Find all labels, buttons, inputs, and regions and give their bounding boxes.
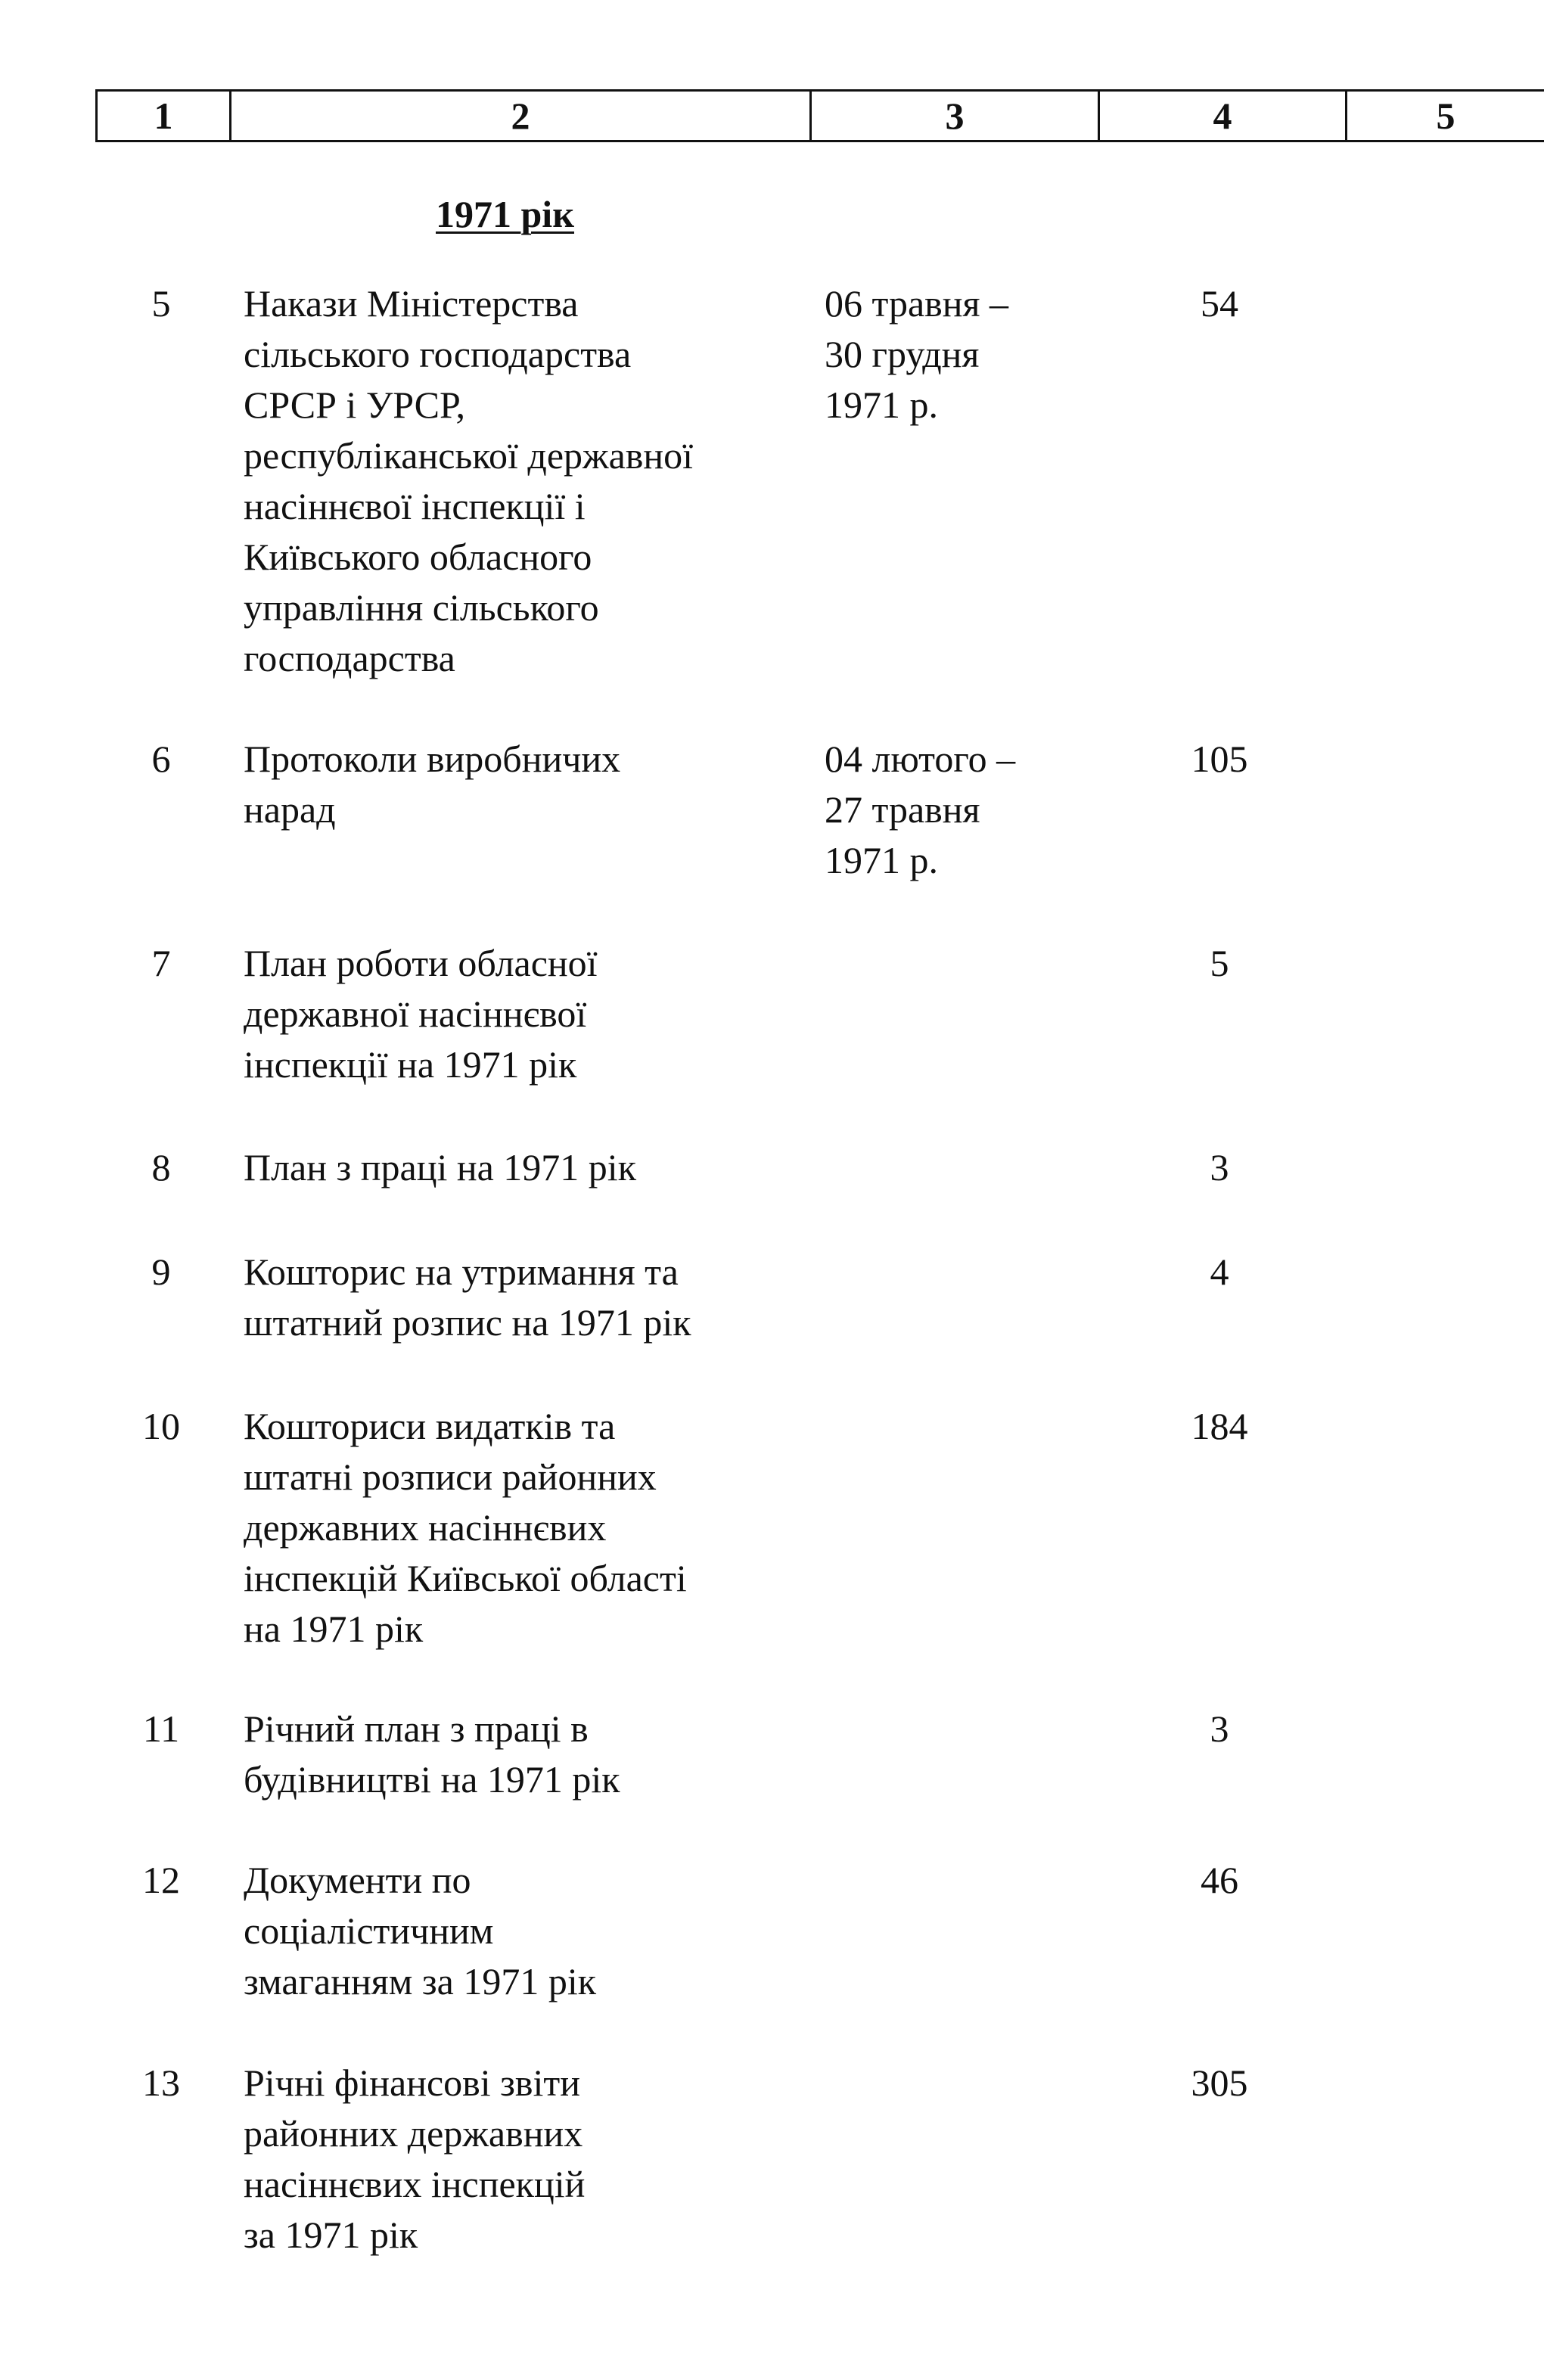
row-number: 13	[142, 2062, 180, 2104]
row-number: 9	[151, 1251, 171, 1293]
row-number: 11	[142, 1707, 180, 1750]
row-number: 10	[142, 1405, 180, 1447]
row-title: Протоколи виробничих нарад	[244, 738, 621, 831]
row-sheet-count: 5	[1210, 942, 1229, 984]
row-number: 7	[151, 942, 171, 984]
row-number: 8	[151, 1146, 171, 1188]
row-title: Накази Міністерства сільського господарства СРСР і УРСР, республіканської державної насіннєвої інспекції і Київського обласного управління сільського господарства	[244, 282, 694, 679]
row-dates: 06 травня – 30 грудня 1971 р.	[825, 282, 1009, 426]
row-sheet-count: 46	[1201, 1859, 1238, 1901]
row-title: Річний план з праці в будівництві на 1971 рік	[244, 1707, 620, 1801]
row-title: Документи по соціалістичним змаганням за 1971 рік	[244, 1859, 597, 2002]
row-title: План роботи обласної державної насіннєвої інспекції на 1971 рік	[244, 942, 598, 1086]
row-sheet-count: 54	[1201, 282, 1238, 325]
row-number: 12	[142, 1859, 180, 1901]
row-number: 5	[151, 282, 171, 325]
row-sheet-count: 3	[1210, 1707, 1229, 1750]
column-number-header	[95, 89, 1544, 142]
column-number-4: 4	[1213, 95, 1232, 137]
row-title: Кошториси видатків та штатні розписи районних державних насіннєвих інспекцій Київської області на 1971 рік	[244, 1405, 687, 1650]
row-number: 6	[151, 738, 171, 780]
column-number-2: 2	[511, 95, 530, 137]
row-title: Річні фінансові звіти районних державних насіннєвих інспекцій за 1971 рік	[244, 2062, 586, 2256]
row-sheet-count: 305	[1191, 2062, 1248, 2104]
row-title: План з праці на 1971 рік	[244, 1146, 636, 1188]
column-number-5: 5	[1436, 95, 1455, 137]
row-sheet-count: 105	[1191, 738, 1248, 780]
column-number-1: 1	[154, 95, 173, 137]
row-title: Кошторис на утримання та штатний розпис на 1971 рік	[244, 1251, 691, 1344]
row-sheet-count: 184	[1191, 1405, 1248, 1447]
row-sheet-count: 3	[1210, 1146, 1229, 1188]
row-sheet-count: 4	[1210, 1251, 1229, 1293]
year-heading: 1971 рік	[436, 193, 575, 235]
column-number-3: 3	[945, 95, 965, 137]
row-dates: 04 лютого – 27 травня 1971 р.	[825, 738, 1016, 881]
